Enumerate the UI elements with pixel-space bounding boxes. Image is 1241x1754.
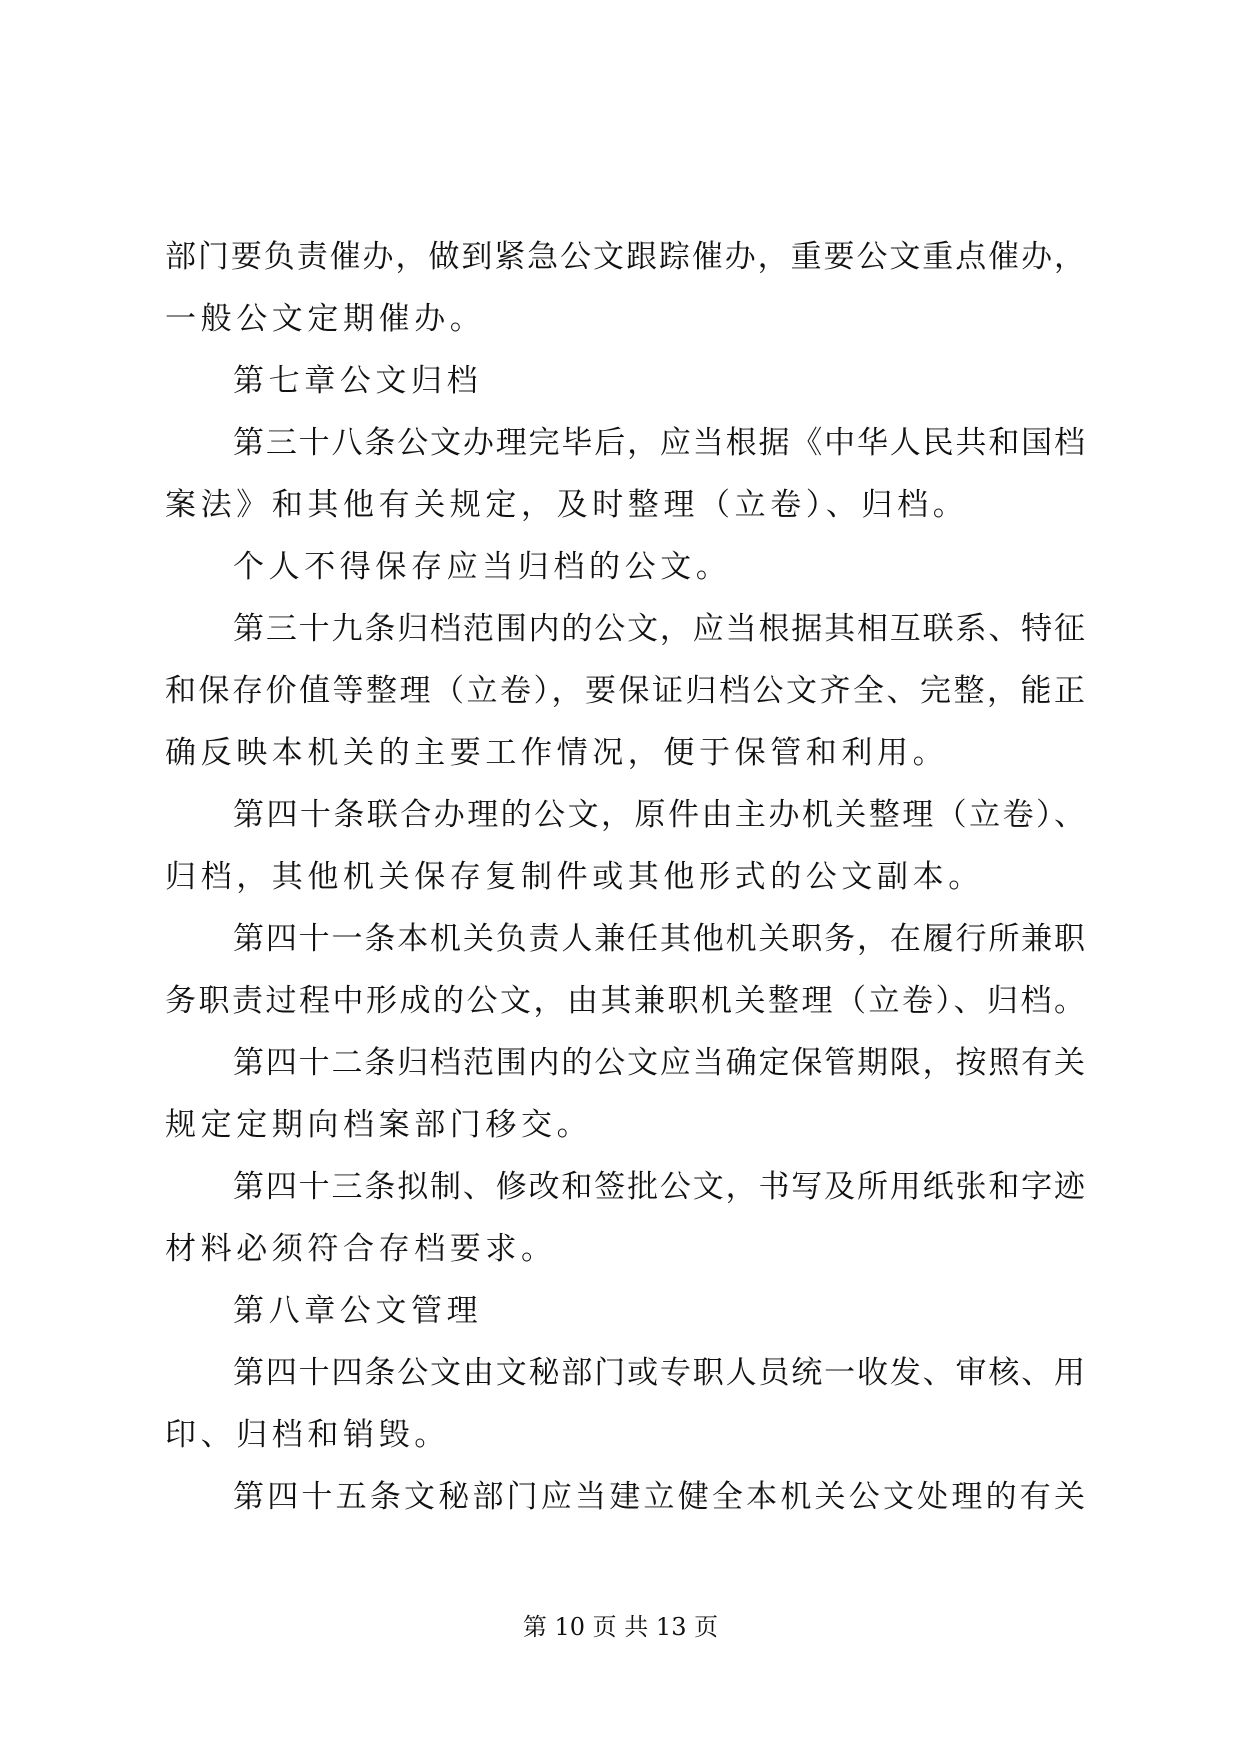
text-line: 案法》和其他有关规定，及时整理（立卷）、归档。 (165, 487, 969, 523)
text-line: 第四十四条公文由文秘部门或专职人员统一收发、审核、用 (233, 1355, 1085, 1391)
text-line: 第四十二条归档范围内的公文应当确定保管期限，按照有关 (233, 1045, 1085, 1081)
text-line: 第四十条联合办理的公文，原件由主办机关整理（立卷）、 (233, 797, 1085, 833)
text-line: 第四十一条本机关负责人兼任其他机关职务，在履行所兼职 (233, 921, 1085, 957)
text-line: 个人不得保存应当归档的公文。 (233, 549, 732, 585)
text-line: 归档，其他机关保存复制件或其他形式的公文副本。 (165, 859, 984, 895)
text-line: 和保存价值等整理（立卷），要保证归档公文齐全、完整，能正 (165, 673, 1085, 709)
text-line: 第三十八条公文办理完毕后，应当根据《中华人民共和国档 (233, 425, 1085, 461)
text-line: 第四十三条拟制、修改和签批公文，书写及所用纸张和字迹 (233, 1169, 1085, 1205)
text-line: 第四十五条文秘部门应当建立健全本机关公文处理的有关 (233, 1479, 1085, 1515)
text-line: 印、归档和销毁。 (165, 1417, 450, 1453)
page-number-footer: 第 10 页 共 13 页 (522, 1613, 719, 1641)
text-line: 部门要负责催办，做到紧急公文跟踪催办，重要公文重点催办， (165, 239, 1085, 275)
document-body (165, 226, 1085, 1528)
text-line: 确反映本机关的主要工作情况，便于保管和利用。 (165, 735, 949, 771)
text-line: 材料必须符合存档要求。 (165, 1231, 557, 1267)
chapter-heading: 第八章公文管理 (233, 1293, 483, 1329)
text-line: 规定定期向档案部门移交。 (165, 1107, 593, 1143)
chapter-heading: 第七章公文归档 (233, 363, 483, 399)
text-line: 第三十九条归档范围内的公文，应当根据其相互联系、特征 (233, 611, 1085, 647)
text-line: 一般公文定期催办。 (165, 301, 486, 337)
text-line: 务职责过程中形成的公文，由其兼职机关整理（立卷）、归档。 (165, 983, 1085, 1019)
